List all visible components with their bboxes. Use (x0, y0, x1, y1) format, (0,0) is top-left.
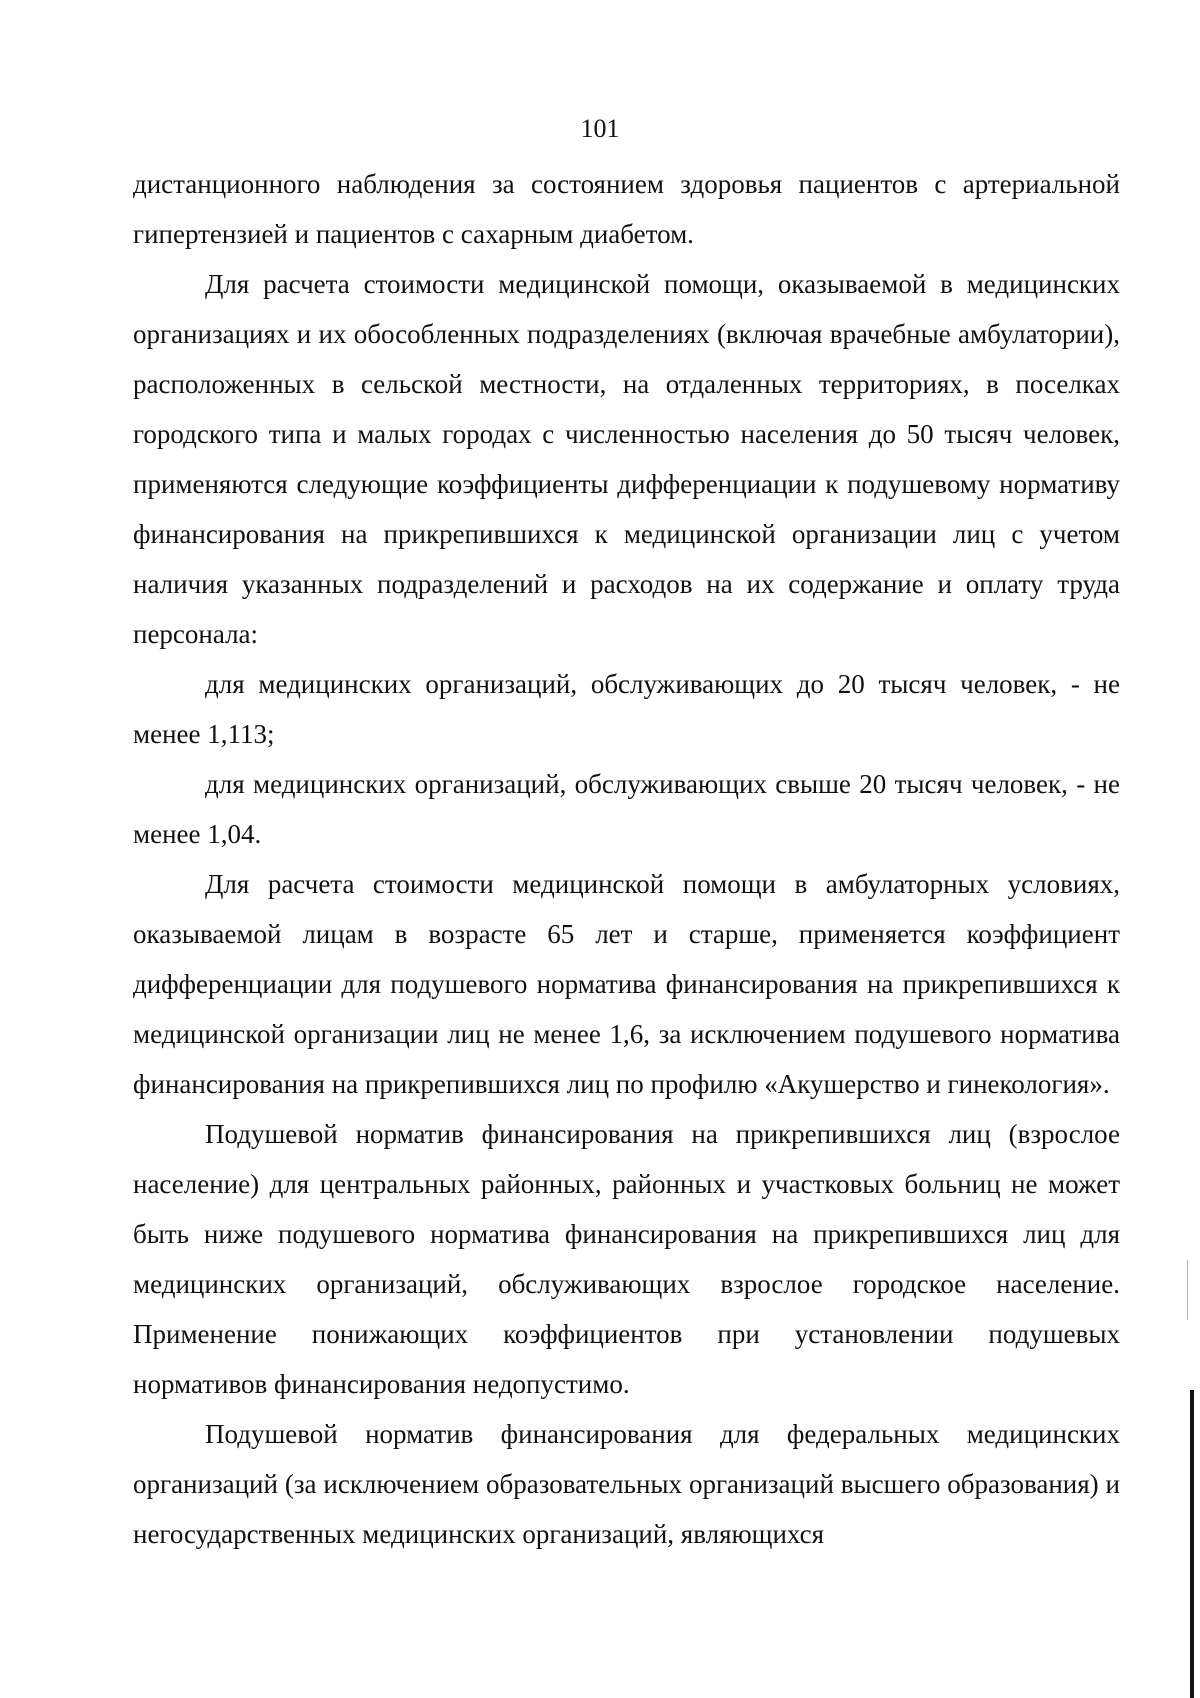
scan-edge-line (1190, 1390, 1194, 1698)
paragraph-up-to-20k: для медицинских организаций, обслуживающих до 20 тысяч человек, - не менее 1,113; (133, 669, 1120, 749)
paragraph-rural-hospitals: Подушевой норматив финансирования на прикрепившихся лиц (взрослое население) для центральных районных, районных и участковых больниц не может быть ниже подушевого норматива финансирования на прикрепившихся лиц для медицинских организаций, обслуживающих взрослое городское население. Применение понижающих коэффициентов при установлении подушевых нормативов финансирования недопустимо. (133, 1119, 1120, 1399)
paragraph-rural-coefficients: Для расчета стоимости медицинской помощи, оказываемой в медицинских организациях и их обособленных подразделениях (включая врачебные амбулатории), расположенных в сельской местности, на отдаленных территориях, в поселках городского типа и малых городах с численностью населения до 50 тысяч человек, применяются следующие коэффициенты дифференциации к подушевому нормативу финансирования на прикрепившихся к медицинской организации лиц с учетом наличия указанных подразделений и расходов на их содержание и оплату труда персонала: (133, 269, 1120, 649)
paragraph-age-65: Для расчета стоимости медицинской помощи в амбулаторных условиях, оказываемой лицам в возрасте 65 лет и старше, применяется коэффициент дифференциации для подушевого норматива финансирования на прикрепившихся к медицинской организации лиц не менее 1,6, за исключением подушевого норматива финансирования на прикрепившихся лиц по профилю «Акушерство и гинекология». (133, 869, 1120, 1099)
body-text (133, 159, 1120, 1559)
scan-artifact (1187, 1260, 1188, 1320)
paragraph-over-20k: для медицинских организаций, обслуживающих свыше 20 тысяч человек, - не менее 1,04. (133, 769, 1120, 849)
page-number: 101 (580, 114, 620, 143)
paragraph-continuation: дистанционного наблюдения за состоянием здоровья пациентов с артериальной гипертензией и пациентов с сахарным диабетом. (133, 169, 1120, 249)
paragraph-federal-organizations: Подушевой норматив финансирования для федеральных медицинских организаций (за исключением образовательных организаций высшего образования) и негосударственных медицинских организаций, являющихся (133, 1419, 1120, 1549)
